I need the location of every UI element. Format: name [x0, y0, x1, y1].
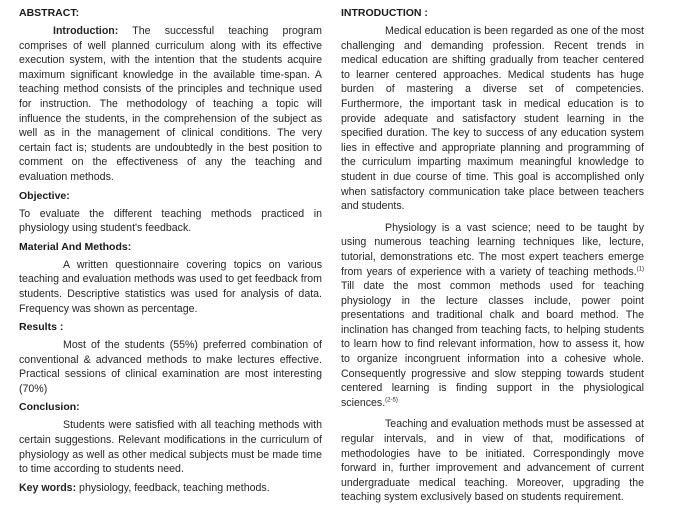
keywords-line: [19, 481, 322, 496]
introduction-lead: Introduction:: [53, 25, 119, 37]
results-text: Most of the students (55%) preferred combination of conventional & advanced methods to make lectures effective. Practical sessions of clinical examination are most interesting (70%): [19, 339, 322, 395]
intro-paragraph-2-part-b: Till date the most common methods used for teaching physiology in the lecture classes include, power point presentations and traditional chalk and board method. The inclination has changed from teaching facts, to helping students to learn how to find relevant information, how to assess it, how to organize incongruent information into a cohesive whole. Consequently progressive and slow stepping towards student centered learning is finding support in the physiological sciences.: [341, 280, 644, 409]
objective-text: To evaluate the different teaching methods practiced in physiology using student's feedback.: [19, 207, 322, 235]
introduction-heading: INTRODUCTION :: [341, 7, 428, 19]
conclusion-text: Students were satisfied with all teaching methods with certain suggestions. Relevant modifications in the curriculum of physiology as well as other medical subjects must be made time to time according to students need.: [19, 419, 322, 476]
abstract-heading: ABSTRACT:: [19, 7, 80, 19]
citation-ref-2-5: (2-5): [385, 397, 398, 404]
abstract-column: [19, 6, 322, 495]
keywords-label: Key words:: [19, 481, 77, 494]
introduction-paragraph: [19, 24, 322, 185]
citation-ref-1: (1): [636, 265, 644, 272]
introduction-column: [341, 6, 644, 505]
intro-paragraph-1: Medical education is been regarded as one of the most challenging and demanding profession. Recent trends in medical education are shifting gradually from teacher centered to learner centered approaches. Medical students has huge burden of mastering a diverse set of competencies. Furthermore, the important task in medical education is to provide adequate and satisfactory student learning in the specified duration. The key to success of any education system lies in effective and appropriate planning and programming of the curriculum imparting maximum meaningful knowledge to student in due course of time. This goal is accomplished only when satisfactory communication take place between teachers and students.: [341, 25, 644, 213]
intro-paragraph-3: Teaching and evaluation methods must be assessed at regular intervals, and in view of that, modifications of methodologies have to be initiated. Correspondingly move forward in, further improvement and advancement of current undergraduate medical teaching. Moreover, upgrading the teaching system exclusively based on students requirement.: [341, 418, 644, 504]
methods-heading: Material And Methods:: [19, 240, 132, 253]
objective-heading: Objective:: [19, 189, 70, 202]
conclusion-heading: Conclusion:: [19, 401, 80, 414]
intro-paragraph-2: [341, 221, 644, 411]
introduction-text: The successful teaching program comprises of well planned curriculum along with its effective execution system, with the intention that the students acquire maximum significant knowledge in the available time-span. A teaching method consists of the principles and technique used for instruction. The methodology of teaching a topic will influence the students, in the comprehension of the subject as well as in the management of clinical conditions. The very certain fact is; students are undoubtedly in the best position to comment on the effectiveness of any the teaching and evaluation methods.: [19, 25, 322, 183]
methods-text: A written questionnaire covering topics on various teaching and evaluation methods was used to get feedback from students. Descriptive statistics was used for analysis of data. Frequency was shown as percentage.: [19, 258, 322, 315]
keywords-text: physiology, feedback, teaching methods.: [76, 481, 270, 494]
results-heading: Results :: [19, 321, 64, 334]
intro-paragraph-2-part-a: Physiology is a vast science; need to be taught by using numerous teaching learning techniques like, lecture, tutorial, demonstrations etc. The most expert teachers emerge from years of experience with a variety of teaching methods.: [341, 221, 644, 278]
